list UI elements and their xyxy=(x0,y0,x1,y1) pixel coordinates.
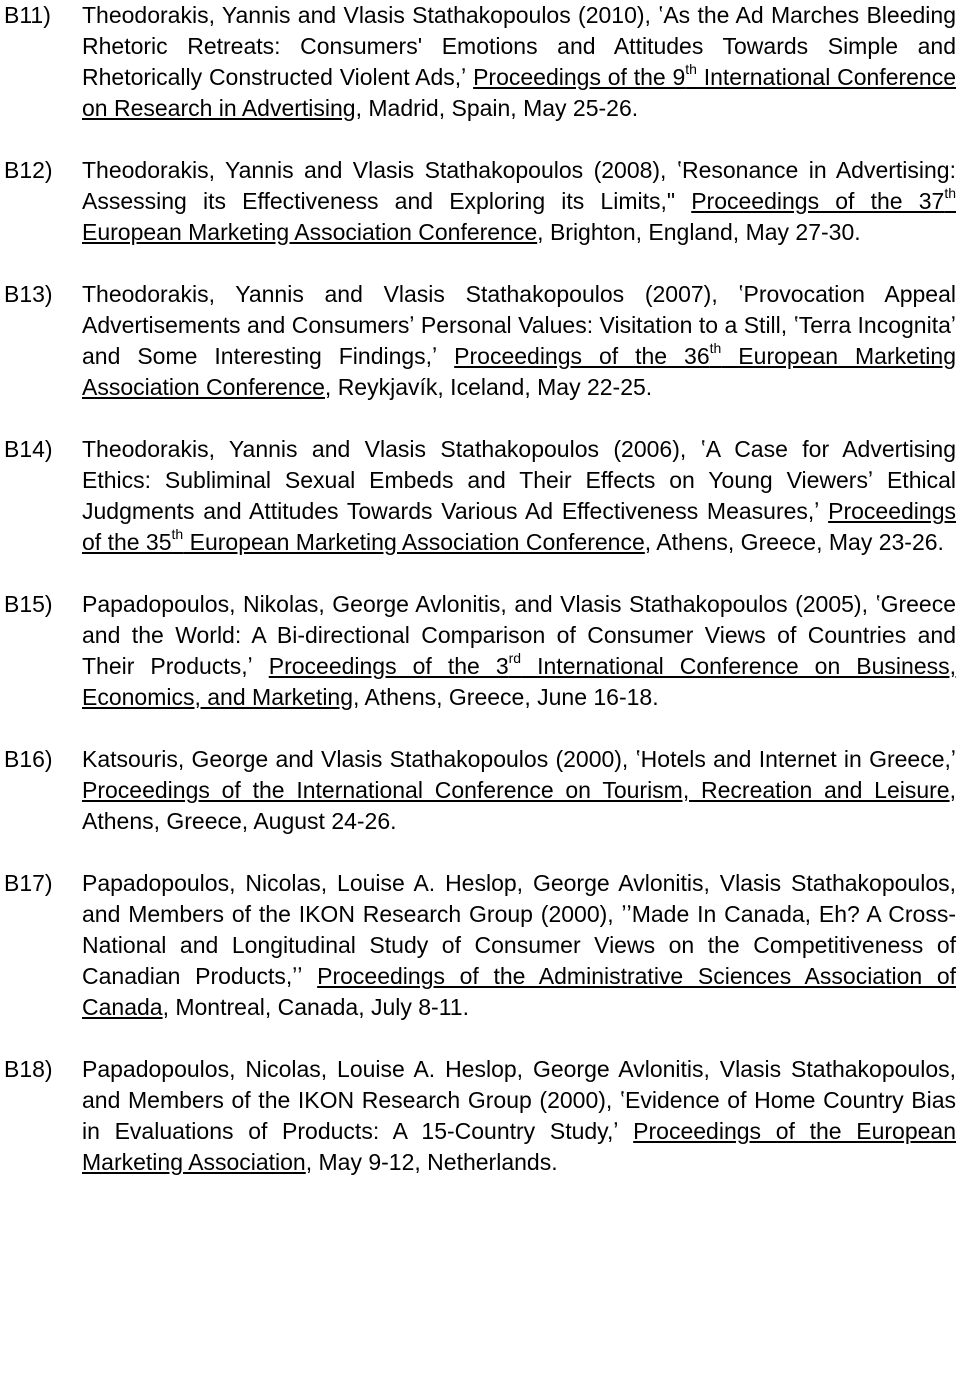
reference-venue: , May 9-12, Netherlands. xyxy=(305,1149,558,1175)
reference-venue: , Athens, Greece, August 24-26. xyxy=(82,777,956,834)
proceedings-title: Proceedings of the 3rd International Conference on Business, Economics, and Marketing xyxy=(82,650,957,710)
reference-body: Theodorakis, Yannis and Vlasis Stathakopoulos (2007), ʽProvocation Appeal Advertisements and Consumersʼ Personal Values: Visitation to a Still, ʽTerra Incognitaʼ and Some Interesting Findings,ʼ xyxy=(82,281,956,369)
reference-b14 xyxy=(4,434,956,558)
reference-text xyxy=(82,744,956,837)
reference-venue: , Athens, Greece, May 23-26. xyxy=(644,529,944,555)
proceedings-title: Proceedings of the 37th European Marketing Association Conference xyxy=(82,185,956,245)
proceedings-title: Proceedings of the 35th European Marketing Association Conference xyxy=(82,498,956,555)
reference-b17 xyxy=(4,868,956,1023)
reference-label: B13) xyxy=(4,281,53,307)
reference-body: Papadopoulos, Nikolas, George Avlonitis, and Vlasis Stathakopoulos (2005), ʽGreece and the World: A Bi-directional Comparison of Consumer Views of Countries and Their Products,ʼ xyxy=(82,591,956,679)
reference-label: B16) xyxy=(4,746,53,772)
reference-venue: , Madrid, Spain, May 25-26. xyxy=(355,95,639,121)
proceedings-title: Proceedings of the International Conference on Tourism, Recreation and Leisure xyxy=(82,777,950,803)
reference-text xyxy=(82,155,956,248)
reference-b15 xyxy=(4,589,956,713)
reference-body: Papadopoulos, Nicolas, Louise A. Heslop, George Avlonitis, Vlasis Stathakopoulos, and Members of the IKON Research Group (2000), ʼʼMade In Canada, Eh? A Cross-National and Longitudinal Study of Consumer Views on the Competitiveness of Canadian Products,ʼʼ xyxy=(82,870,956,989)
reference-venue: , Montreal, Canada, July 8-11. xyxy=(162,994,469,1020)
reference-label: B12) xyxy=(4,157,53,183)
reference-label: B17) xyxy=(4,870,53,896)
reference-b12 xyxy=(4,155,956,248)
proceedings-title: Proceedings of the 36th European Marketing Association Conference xyxy=(82,340,957,400)
reference-text xyxy=(82,589,956,713)
reference-body: Katsouris, George and Vlasis Stathakopoulos (2000), ʽHotels and Internet in Greece,ʼ xyxy=(82,746,956,772)
reference-b11 xyxy=(4,0,956,124)
reference-body: Papadopoulos, Nicolas, Louise A. Heslop, George Avlonitis, Vlasis Stathakopoulos, and Members of the IKON Research Group (2000), ʽEvidence of Home Country Bias in Evaluations of Products: A 15-Country Study,ʼ xyxy=(82,1056,956,1144)
reference-label: B15) xyxy=(4,591,53,617)
reference-body: Theodorakis, Yannis and Vlasis Stathakopoulos (2008), ʽResonance in Advertising: Assessing its Effectiveness and Exploring its Limits," xyxy=(82,157,956,214)
reference-text xyxy=(82,279,956,403)
reference-body: Theodorakis, Yannis and Vlasis Stathakopoulos (2010), ʽAs the Ad Marches Bleeding Rhetoric Retreats: Consumers' Emotions and Attitudes Towards Simple and Rhetorically Constructed Violent Ads,ʼ xyxy=(82,2,956,90)
reference-label: B11) xyxy=(4,2,51,28)
reference-text xyxy=(82,1054,956,1178)
reference-venue: , Athens, Greece, June 16-18. xyxy=(353,684,659,710)
reference-text xyxy=(82,0,956,124)
reference-b16 xyxy=(4,744,956,837)
reference-label: B14) xyxy=(4,436,53,462)
proceedings-title: Proceedings of the European Marketing Association xyxy=(82,1118,957,1175)
reference-text xyxy=(82,868,956,1023)
reference-label: B18) xyxy=(4,1056,53,1082)
reference-venue: , Reykjavík, Iceland, May 22-25. xyxy=(324,374,653,400)
proceedings-title: Proceedings of the Administrative Sciences Association of Canada xyxy=(82,963,956,1020)
reference-text xyxy=(82,434,956,558)
reference-b18 xyxy=(4,1054,956,1178)
proceedings-title: Proceedings of the 9th International Conference on Research in Advertising xyxy=(82,61,957,121)
reference-venue: , Brighton, England, May 27-30. xyxy=(537,219,861,245)
reference-b13 xyxy=(4,279,956,403)
reference-body: Theodorakis, Yannis and Vlasis Stathakopoulos (2006), ʽA Case for Advertising Ethics: Subliminal Sexual Embeds and Their Effects on Young Viewersʼ Ethical Judgments and Attitudes Towards Various Ad Effectiveness Measures,ʼ xyxy=(82,436,956,524)
